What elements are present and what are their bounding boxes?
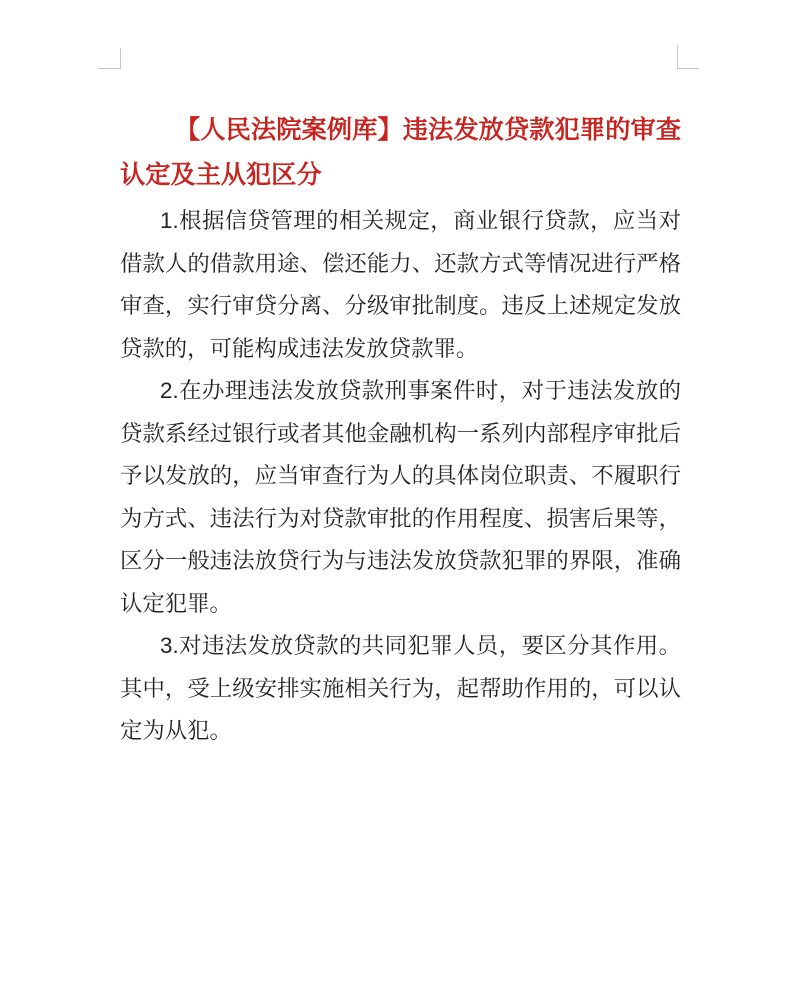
- text-boundary-mark-top-right: [677, 45, 699, 69]
- document-title: 【人民法院案例库】违法发放贷款犯罪的审查认定及主从犯区分: [120, 116, 681, 189]
- paragraph-1: 1.根据信贷管理的相关规定，商业银行贷款，应当对借款人的借款用途、偿还能力、还款方式等情况进行严格审查，实行审贷分离、分级审批制度。违反上述规定发放贷款的，可能构成违法发放贷款罪。: [120, 208, 681, 361]
- document-body: [120, 200, 681, 753]
- text-boundary-mark-top-left: [98, 48, 121, 69]
- paragraph-2: 2.在办理违法发放贷款刑事案件时，对于违法发放的贷款系经过银行或者其他金融机构一系列内部程序审批后予以发放的，应当审查行为人的具体岗位职责、不履职行为方式、违法行为对贷款审批的作用程度、损害后果等，区分一般违法放贷行为与违法发放贷款犯罪的界限，准确认定犯罪。: [120, 378, 681, 616]
- document-content: [120, 108, 681, 753]
- paragraph-3: 3.对违法发放贷款的共同犯罪人员，要区分其作用。其中，受上级安排实施相关行为，起帮助作用的，可以认定为从犯。: [120, 633, 681, 743]
